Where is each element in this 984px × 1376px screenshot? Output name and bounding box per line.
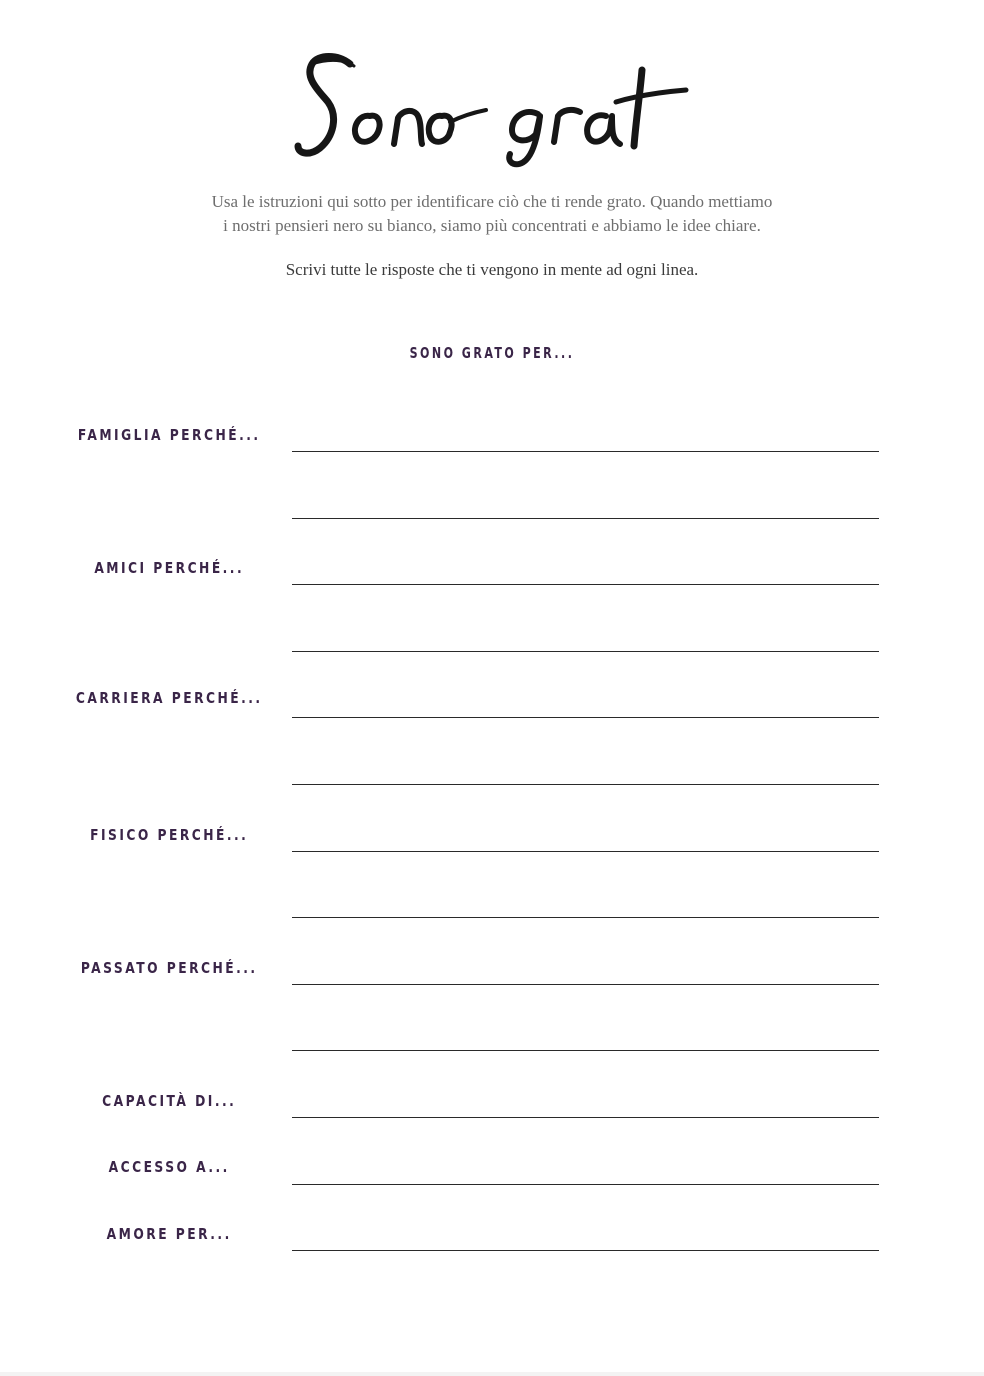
intro-line-2: i nostri pensieri nero su bianco, siamo più concentrati e abbiamo le idee chiare. [223,216,761,235]
prompt-label-passato: PASSATO PERCHÉ... [80,959,258,977]
prompt-label-famiglia: FAMIGLIA PERCHÉ... [77,426,261,444]
title-logo [290,50,694,170]
section-heading: SONO GRATO PER... [409,344,575,362]
intro-instruction: Scrivi tutte le risposte che ti vengono in mente ad ogni linea. [285,260,699,279]
intro-line-1: Usa le istruzioni qui sotto per identificare ciò che ti rende grato. Quando mettiamo [211,192,773,211]
writing-line[interactable] [292,851,879,852]
writing-line[interactable] [292,518,879,519]
prompt-label-carriera: CARRIERA PERCHÉ... [75,689,263,707]
prompt-label-capacita: CAPACITÀ DI... [102,1092,237,1110]
writing-line[interactable] [292,784,879,785]
writing-line[interactable] [292,984,879,985]
writing-line[interactable] [292,1184,879,1185]
writing-line[interactable] [292,717,879,718]
page-bottom-edge [0,1372,984,1376]
prompt-label-accesso: ACCESSO A... [108,1158,230,1176]
writing-line[interactable] [292,651,879,652]
writing-line[interactable] [292,1250,879,1251]
intro-paragraph [0,190,984,238]
writing-line[interactable] [292,584,879,585]
prompt-label-amici: AMICI PERCHÉ... [94,559,245,577]
prompt-label-amore: AMORE PER... [106,1225,232,1243]
writing-line[interactable] [292,1050,879,1051]
writing-line[interactable] [292,917,879,918]
writing-line[interactable] [292,451,879,452]
prompt-label-fisico: FISICO PERCHÉ... [90,826,249,844]
writing-line[interactable] [292,1117,879,1118]
